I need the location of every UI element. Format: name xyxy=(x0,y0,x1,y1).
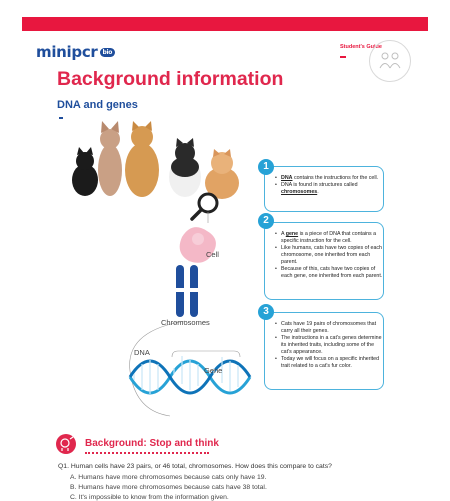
question-1: Q1. Human cells have 23 pairs, or 46 total, chromosomes. How does this compare to cats? xyxy=(58,463,332,470)
students-icon xyxy=(369,40,411,82)
dna-label: DNA xyxy=(134,348,150,357)
stop-think-divider xyxy=(85,452,209,454)
dna-illustration xyxy=(60,115,260,435)
magnifier-icon xyxy=(192,194,217,219)
info-bullet: • DNA contains the instructions for the cell. xyxy=(281,175,383,182)
dna-helix xyxy=(130,356,250,394)
students-guide-label: Student's Guide xyxy=(340,44,382,50)
chromosome-shape xyxy=(174,265,200,317)
info-box-3 xyxy=(264,312,384,390)
info-bullet: • DNA is found in structures called chromosomes. xyxy=(281,182,383,196)
cats-image xyxy=(72,121,239,199)
page-title: Background information xyxy=(57,68,284,90)
info-box-2 xyxy=(264,222,384,300)
gene-label: Gene xyxy=(204,366,223,375)
step-number-2: 2 xyxy=(258,213,274,229)
info-bullet: • Like humans, cats have two copies of each chromosome, one inherited from each parent. xyxy=(281,245,383,266)
info-bullet: • Because of this, cats have two copies of each gene, one inherited from each parent. xyxy=(281,266,383,280)
step-number-3: 3 xyxy=(258,304,274,320)
chromosomes-label: Chromosomes xyxy=(161,318,210,327)
info-bullet: • The instructions in a cat's genes determine its inherited traits, including some of the cat's appearance. xyxy=(281,335,383,356)
info-bullet: • Today we will focus on a specific inherited trait related to a cat's fur color. xyxy=(281,356,383,370)
cell-label: Cell xyxy=(206,250,219,259)
guide-divider xyxy=(340,56,346,58)
top-banner xyxy=(22,17,428,31)
info-bullet: • A gene is a piece of DNA that contains a specific instruction for the cell. xyxy=(281,231,383,245)
info-bullet: • Cats have 19 pairs of chromosomes that carry all their genes. xyxy=(281,321,383,335)
answer-option-b: B. Humans have more chromosomes because cats have 38 total. xyxy=(70,484,267,491)
stop-think-icon xyxy=(56,434,76,454)
stop-think-title: Background: Stop and think xyxy=(85,438,219,449)
answer-option-a: A. Humans have more chromosomes because cats only have 19. xyxy=(70,474,267,481)
info-box-1 xyxy=(264,166,384,212)
minipcr-logo: minipcr bio xyxy=(36,43,115,61)
section-subtitle: DNA and genes xyxy=(57,99,138,111)
answer-option-c: C. It's impossible to know from the information given. xyxy=(70,494,229,501)
step-number-1: 1 xyxy=(258,159,274,175)
